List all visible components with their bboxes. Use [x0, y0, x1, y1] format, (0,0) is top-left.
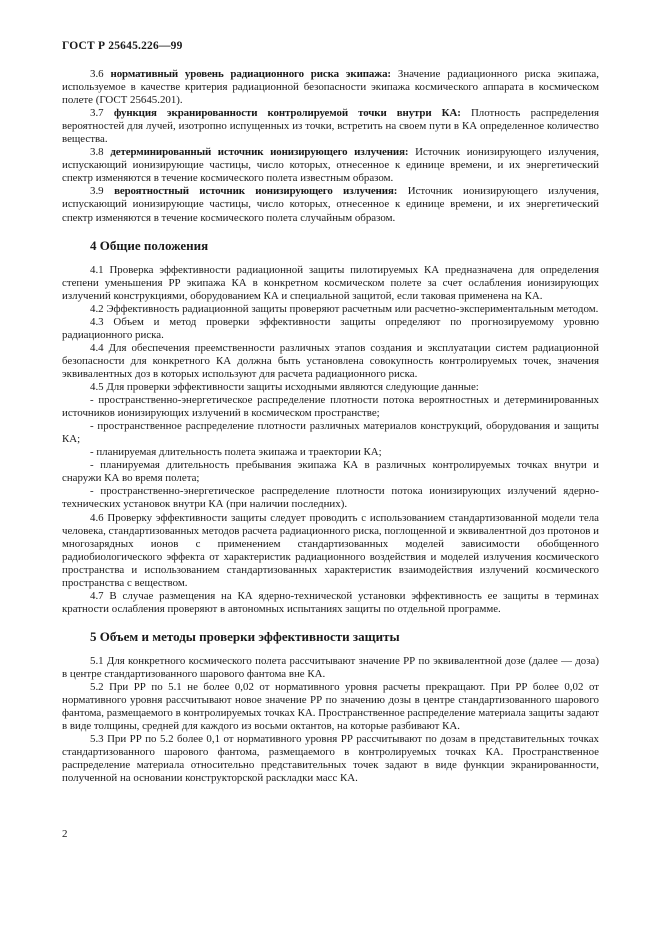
- definition-term: функция экранированности контролируемой точки внутри КА:: [113, 107, 461, 120]
- definition-text: Источник ионизирующего излучения, испускающий ионизирующие частицы, число которых, отнесенное к единице времени, и их энергетический спектр изменяются в течение космического полета известным образом.: [62, 146, 599, 185]
- section-heading-4: 4 Общие положения: [90, 237, 209, 253]
- page-number: 2: [62, 828, 68, 840]
- document-body: [62, 68, 599, 785]
- paragraph-4-7: 4.7 В случае размещения на КА ядерно-технической установки эффективность ее защиты в терминах кратности ослабления проверяют в автономных испытаниях защиты по отдельной программе.: [62, 589, 599, 615]
- paragraph-4-5: 4.5 Для проверки эффективности защиты исходными являются следующие данные:: [90, 381, 479, 394]
- list-item: - планируемая длительность полета экипажа и траектории КА;: [90, 446, 382, 459]
- definition-3-7: [62, 107, 599, 146]
- paragraph-5-2: 5.2 При РР по 5.1 не более 0,02 от нормативного уровня расчеты прекращают. При РР более 0,02 от нормативного уровня рассчитывают новое значение РР по значению дозы в центре стандартизованного шарового фантома, размещаемого в контролируемых точках КА. Пространственное распределение материала защиты задают в виде толщины, средней для каждого из восьми октантов, на которые разбивают КА.: [62, 681, 599, 733]
- definition-3-9: [62, 185, 599, 224]
- paragraph-4-6: 4.6 Проверку эффективности защиты следует проводить с использованием стандартизованной модели тела человека, стандартизованных методов расчета радиационного риска, поглощенной и эквивалентной доз протонов и многозарядных ионов с применением стандартизованных моделей зависимости обобщенного радиобиологического эффекта от характеристик радиационного воздействия и моделей излучения космического пространства и использованием стандартизованных характеристик взаимодействия излучений космического пространства с веществом.: [62, 511, 600, 589]
- definition-3-6: [62, 68, 599, 107]
- definition-number: 3.6: [90, 68, 104, 80]
- definition-text: Плотность распределения вероятностей для лучей, изотропно испущенных из точки, встретить на своем пути в КА определенное количество вещества.: [62, 107, 599, 146]
- definition-text: Значение радиационного риска экипажа, используемое в качестве критерия радиационной безопасности экипажа космического аппарата в космическом полете (ГОСТ 25645.201).: [62, 68, 599, 107]
- page-header: ГОСТ Р 25645.226—99: [62, 40, 183, 52]
- list-item: - планируемая длительность пребывания экипажа КА в различных контролируемых точках внутри и снаружи КА во время полета;: [62, 459, 599, 485]
- paragraph-4-1: 4.1 Проверка эффективности радиационной защиты пилотируемых КА предназначена для определения степени уменьшения РР экипажа КА в конкретном космическом полете за счет ослабления ионизирующих излучений конструкциями, оборудованием КА и специальной защитой, если таковая применена на КА.: [62, 263, 599, 302]
- definition-number: 3.7: [90, 107, 104, 120]
- definition-term: детерминированный источник ионизирующего излучения:: [110, 146, 409, 159]
- definition-term: нормативный уровень радиационного риска экипажа:: [110, 68, 391, 80]
- list-item: - пространственно-энергетическое распределение плотности потока вероятностных и детерминированных источников ионизирующих излучений в космическом пространстве;: [62, 394, 599, 420]
- list-item: - пространственное распределение плотности различных материалов конструкций, оборудования и защиты КА;: [62, 420, 599, 446]
- paragraph-4-4: 4.4 Для обеспечения преемственности различных этапов создания и эксплуатации систем радиационной безопасности для конкретного КА должна быть установлена совокупность контролируемых точек, значения эквивалентных доз в которых используют для расчета радиационного риска.: [62, 341, 599, 380]
- definition-3-8: [62, 146, 599, 185]
- definition-number: 3.8: [90, 146, 104, 159]
- definition-number: 3.9: [90, 185, 104, 198]
- paragraph-5-1: 5.1 Для конкретного космического полета рассчитывают значение РР по эквивалентной дозе (далее — доза) в центре стандартизованного шарового фантома вне КА.: [62, 654, 599, 680]
- paragraph-5-3: 5.3 При РР по 5.2 более 0,1 от нормативного уровня РР рассчитывают по дозам в представительных точках стандартизованного шарового фантома, размещаемого в контролируемых точках КА. Пространственное распределение материала относительно представительных точек задают в виде функции экранированности, полученной на основании конструкторской раскладки масс КА.: [62, 733, 599, 785]
- definition-text: Источник ионизирующего излучения, испускающий ионизирующие частицы, число которых, отнесенное к единице времени, и их энергетический спектр изменяются в течение космического полета случайным образом.: [62, 185, 599, 224]
- definition-term: вероятностный источник ионизирующего излучения:: [114, 185, 398, 198]
- paragraph-4-2: 4.2 Эффективность радиационной защиты проверяют расчетным или расчетно-экспериментальным методом.: [90, 302, 599, 315]
- paragraph-4-3: 4.3 Объем и метод проверки эффективности защиты определяют по прогнозируемому уровню радиационного риска.: [62, 315, 599, 341]
- list-item: - пространственно-энергетическое распределение плотности потока ионизирующих излучений ядерно-технических установок внутри КА (при наличии последних).: [62, 485, 599, 511]
- section-heading-5: 5 Объем и методы проверки эффективности защиты: [90, 628, 400, 644]
